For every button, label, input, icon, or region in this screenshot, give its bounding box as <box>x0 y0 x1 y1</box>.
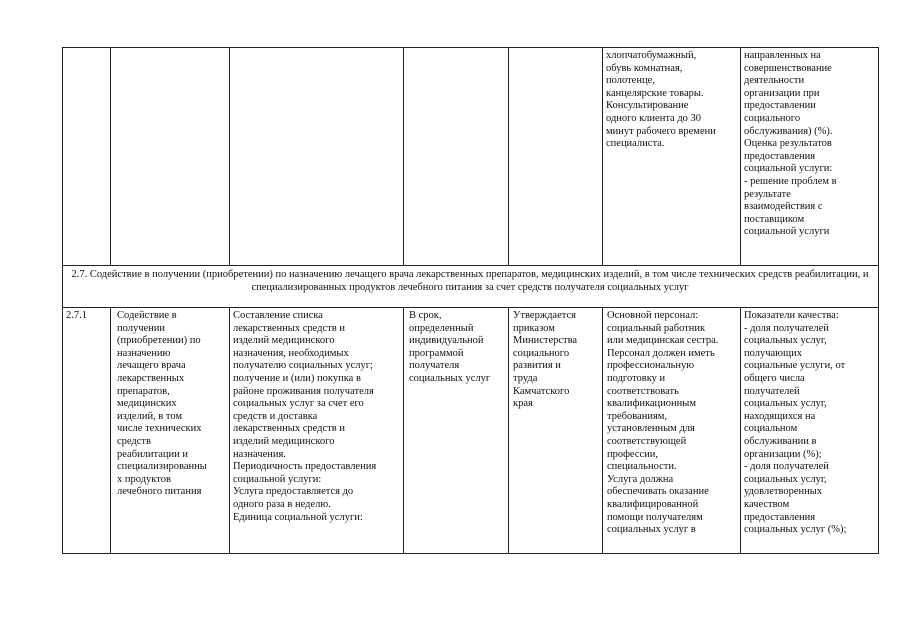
grid-line <box>62 307 879 308</box>
service-tariff-cell: Утверждается приказом Министерства социального развития и труда Камчатского края <box>513 310 578 410</box>
grid-line <box>110 307 111 554</box>
grid-line <box>62 265 879 266</box>
grid-line <box>62 307 63 554</box>
grid-line <box>740 47 741 266</box>
grid-line <box>878 265 879 308</box>
section-heading: 2.7. Содействие в получении (приобретении) по назначению лечащего врача лекарственных препаратов, медицинских изделий, в том числе технических средств реабилитации, и специализированных продуктов лечебного питания за счет средств получателя социальных услуг <box>71 269 869 293</box>
grid-line <box>403 47 404 266</box>
service-conditions-cell: Основной персонал: социальный работник или медицинская сестра. Персонал должен иметь профессиональную подготовку и соответствовать квалификационным требованиям, установленным для соответствующей профессии, специальности. Услуга должна обеспечивать оказание квалифицированной помощи получателям социальных услуг в <box>607 310 719 536</box>
grid-line <box>878 47 879 266</box>
service-description-cell: Составление списка лекарственных средств и изделий медицинского назначения, необходимых получателю социальных услуг; получение и (или) покупка в районе проживания получателя социальных услуг за счет его средств и доставка лекарственных средств и изделий медицинского назначения. Периодичность предоставления социальной услуги: Услуга предоставляется до одного раза в неделю. Единица социальной услуги: <box>233 310 377 523</box>
grid-line <box>229 307 230 554</box>
grid-line <box>62 47 63 266</box>
grid-line <box>740 307 741 554</box>
grid-line <box>62 553 879 554</box>
grid-line <box>878 307 879 554</box>
quality-indicators-cell: Показатели качества: - доля получателей социальных услуг, получающих социальные услуги, от общего числа получателей социальных услуг, находящихся на социальном обслуживании в организации (%); - доля получателей социальных услуг, удовлетворенных качеством предоставления социальных услуг (%); <box>744 310 847 536</box>
grid-line <box>403 307 404 554</box>
top-row-indicators-cell: направленных на совершенствование деятельности организации при предоставлении социального обслуживания) (%). Оценка результатов предоставления социальной услуги: - решение проблем в результате взаимодействия с поставщиком социальной услуги <box>744 50 837 238</box>
grid-line <box>508 307 509 554</box>
row-number: 2.7.1 <box>66 310 87 321</box>
grid-line <box>602 307 603 554</box>
grid-line <box>508 47 509 266</box>
grid-line <box>110 47 111 266</box>
grid-line <box>62 47 879 48</box>
grid-line <box>602 47 603 266</box>
grid-line <box>229 47 230 266</box>
top-row-materials-cell: хлопчатобумажный, обувь комнатная, полотенце, канцелярские товары. Консультирование одного клиента до 30 минут рабочего времени специалиста. <box>606 50 716 150</box>
service-name-cell: Содействие в получении (приобретении) по назначению лечащего врача лекарственных препаратов, медицинских изделий, в том числе технических средств реабилитации и специализированны х продуктов лечебного питания <box>117 310 207 498</box>
service-term-cell: В срок, определенный индивидуальной программой получателя социальных услуг <box>409 310 491 384</box>
